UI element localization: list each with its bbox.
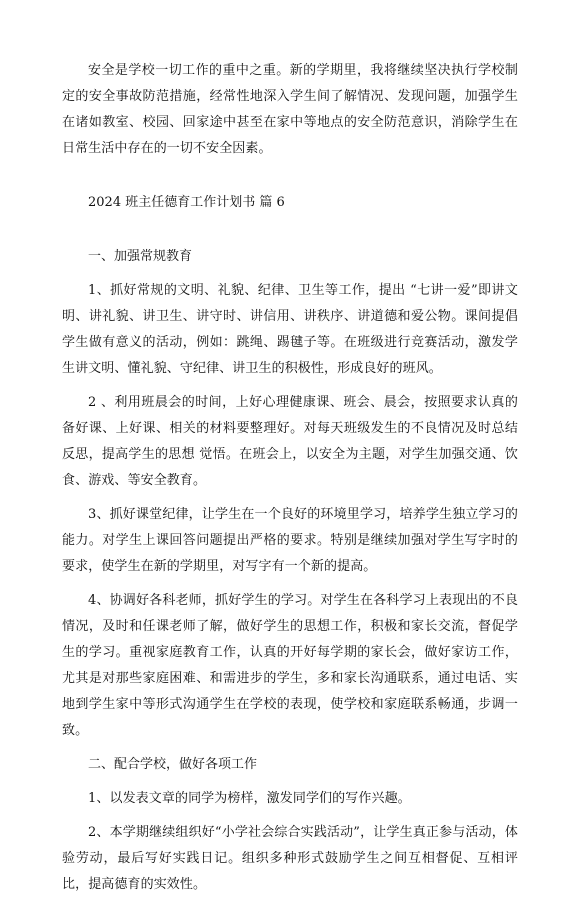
paragraph-item-5: 1、以发表文章的同学为榜样，激发同学们的写作兴趣。 bbox=[88, 791, 411, 806]
paragraph-item-4: 4、协调好各科老师，抓好学生的学习。对学生在各科学习上表现出的不良情况，及时和任课老师了解，做好学生的思想工作，积极和家长交流，督促学生的学习。重视家庭教育工作，认真的开好每学期的家长会，做好家访工作，尤其是对那些家庭困难、和需进步的学生，多和家长沟通联系，通过电话、实地到学生家中等形式沟通学生在学校的表现，使学校和家庭联系畅通，步调一致。 bbox=[62, 593, 518, 738]
paragraph-item-2: 2 、利用班晨会的时间，上好心理健康课、班会、晨会，按照要求认真的备好课、上好课、相关的材料要整理好。对每天班级发生的不良情况及时总结反思，提高学生的思想 觉悟。在班会上，以安全为主题，对学生加强交通、饮食、游戏、等安全教育。 bbox=[62, 395, 518, 488]
heading-cooperate-school: 二、配合学校，做好各项工作 bbox=[88, 757, 258, 772]
spacer bbox=[62, 162, 518, 190]
spacer bbox=[62, 216, 518, 244]
paragraph-item-6: 2、本学期继续组织好“小学社会综合实践活动”，让学生真正参与活动，体验劳动，最后写好实践日记。组织多种形式鼓励学生之间互相督促、互相评比，提高德育的实效性。 bbox=[62, 825, 518, 892]
paragraph-item-1: 1、抓好常规的文明、礼貌、纪律、卫生等工作，提出 “七讲一爱”即讲文明、讲礼貌、讲卫生、讲守时、讲信用、讲秩序、讲道德和爱公物。课间提倡学生做有意义的活动，例如：跳绳、踢毽子等。在班级进行竞赛活动，激发学生讲文明、懂礼貌、守纪律、讲卫生的积极性，形成良好的班风。 bbox=[62, 283, 518, 376]
heading-routine-education: 一、加强常规教育 bbox=[88, 249, 193, 264]
intro-paragraph: 安全是学校一切工作的重中之重。新的学期里，我将继续坚决执行学校制定的安全事故防范措施，经常性地深入学生间了解情况、发现问题，加强学生在诸如教室、校园、回家途中甚至在家中等地点的安全防范意识，消除学生在日常生活中存在的一切不安全因素。 bbox=[62, 63, 518, 156]
paragraph-item-3: 3、抓好课堂纪律，让学生在一个良好的环境里学习，培养学生独立学习的能力。对学生上课回答问题提出严格的要求。特别是继续加强对学生写字时的要求，使学生在新的学期里，对写字有一个新的提高。 bbox=[62, 507, 518, 574]
section-title: 2024 班主任德育工作计划书 篇 6 bbox=[88, 195, 285, 210]
